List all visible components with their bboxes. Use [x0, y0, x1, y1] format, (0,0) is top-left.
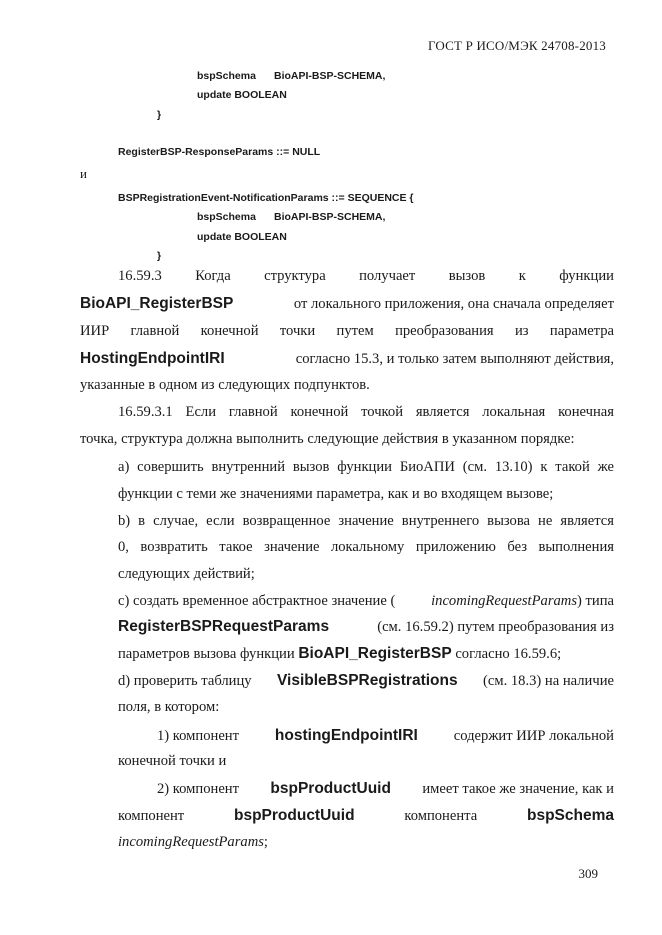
- notification-params-decl: BSPRegistrationEvent-NotificationParams ::= SEQUENCE {: [118, 192, 414, 204]
- clause-number: 16.59.3: [118, 268, 162, 284]
- para-line: 16.59.3.1 Если главной конечной точкой является локальная конечная: [118, 404, 614, 420]
- code-type: BioAPI-BSP-SCHEMA,: [274, 211, 386, 223]
- para-line: точка, структура должна выполнить следующие действия в указанном порядке:: [80, 431, 575, 447]
- sub-item-1: 1) компонент hostingEndpointIRI содержит ИИР локальной: [157, 727, 614, 744]
- list-item-d: d) проверить таблицу VisibleBSPRegistrations (см. 18.3) на наличие: [118, 672, 614, 689]
- component-name: bspSchema: [526, 807, 614, 824]
- sub-item-2: 2) компонент bspProductUuid имеет такое же значение, как и: [157, 780, 614, 797]
- component-name: hostingEndpointIRI: [274, 727, 418, 744]
- code-type: BioAPI-BSP-SCHEMA,: [274, 70, 386, 82]
- function-name: BioAPI_RegisterBSP: [298, 645, 452, 662]
- list-item-d-cont: поля, в котором:: [118, 699, 220, 715]
- code-line: update BOOLEAN: [197, 89, 287, 101]
- page-number: 309: [578, 866, 598, 881]
- component-name: bspProductUuid: [233, 807, 355, 824]
- list-item-b-cont: 0, возвратить такое значение локальному приложению без выполнения: [118, 539, 614, 555]
- para-line: HostingEndpointIRI согласно 15.3, и только затем выполняют действия,: [80, 350, 614, 367]
- function-name: BioAPI_RegisterBSP: [80, 295, 234, 312]
- list-item-c-cont: параметров вызова функции BioAPI_RegisterBSP согласно 16.59.6;: [118, 645, 562, 662]
- code-field: bspSchema: [197, 70, 256, 82]
- code-field: bspSchema: [197, 211, 256, 223]
- para-line: ИИР главной конечной точки путем преобразования из параметра: [80, 323, 614, 339]
- conjunction: и: [80, 166, 87, 181]
- sub-item-2-cont: incomingRequestParams;: [118, 834, 268, 850]
- sub-item-1-cont: конечной точки и: [118, 753, 227, 769]
- standard-header: ГОСТ Р ИСО/МЭК 24708-2013: [427, 38, 606, 53]
- list-item-a-cont: функции с теми же значениями параметра, как и во входящем вызове;: [118, 486, 554, 502]
- type-name: RegisterBSPRequestParams: [118, 618, 330, 635]
- para-line: 16.59.3 Когда структура получает вызов к функции: [118, 268, 614, 284]
- list-item-b-cont: следующих действий;: [118, 566, 255, 582]
- sub-item-2-cont: компонент bspProductUuid компонента bspSchema: [118, 807, 614, 824]
- table-name: VisibleBSPRegistrations: [276, 672, 458, 689]
- component-name: bspProductUuid: [270, 780, 391, 797]
- response-params-decl: RegisterBSP-ResponseParams ::= NULL: [118, 146, 321, 158]
- list-item-c-cont: RegisterBSPRequestParams (см. 16.59.2) путем преобразования из: [118, 618, 614, 635]
- param-name: HostingEndpointIRI: [80, 350, 225, 367]
- code-line: update BOOLEAN: [197, 231, 287, 243]
- para-line: BioAPI_RegisterBSP от локального приложения, она сначала определяет: [80, 295, 614, 312]
- list-item-b: b) в случае, если возвращенное значение внутреннего вызова не является: [118, 513, 614, 529]
- code-close-brace: }: [157, 250, 162, 262]
- code-close-brace: }: [157, 109, 162, 121]
- para-line: указанные в одном из следующих подпунктов.: [80, 377, 370, 393]
- list-item-a: а) совершить внутренний вызов функции БиоАПИ (см. 13.10) к такой же: [118, 459, 614, 475]
- list-item-c: c) создать временное абстрактное значение ( incomingRequestParams) типа: [118, 593, 614, 609]
